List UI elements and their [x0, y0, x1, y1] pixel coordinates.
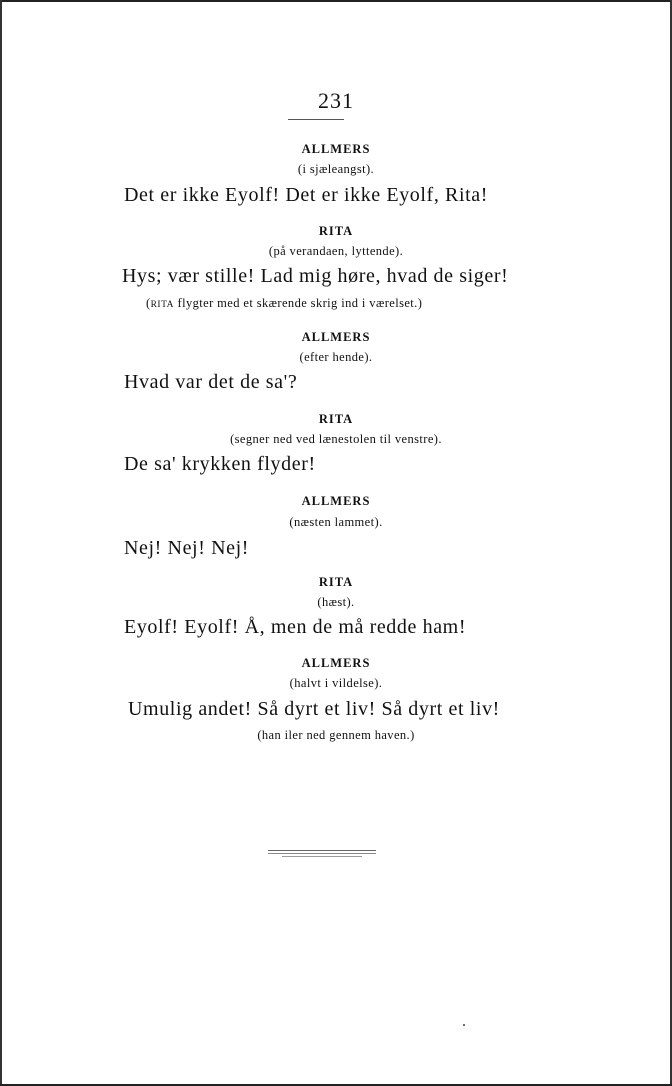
end-ornament-rule	[268, 853, 376, 854]
speaker-name: ALLMERS	[301, 330, 371, 344]
stage-direction-text: flygter med et skærende skrig ind i værelset.)	[177, 296, 423, 310]
speech-line: Det er ikke Eyolf! Det er ikke Eyolf, Rita!	[124, 184, 489, 206]
stage-direction-character: RITA	[150, 300, 174, 310]
stage-direction: (på verandaen, lyttende).	[268, 244, 404, 258]
page-number-rule	[288, 119, 344, 120]
page-edge-top	[0, 0, 672, 2]
speaker-name: RITA	[318, 575, 354, 589]
page-number: 231	[318, 88, 354, 113]
speech-line: Nej! Nej! Nej!	[124, 537, 250, 559]
stage-direction: (i sjæleangst).	[297, 162, 375, 176]
stage-direction: (næsten lammet).	[289, 515, 383, 529]
stage-direction: (segner ned ved lænestolen til venstre).	[230, 432, 442, 446]
stage-direction-after: (RITA flygter med et skærende skrig ind i værelset.)	[146, 296, 423, 310]
speech-line: Hvad var det de sa'?	[124, 371, 298, 393]
stage-direction: (halvt i vildelse).	[289, 676, 383, 690]
end-ornament-rule	[268, 850, 376, 851]
speaker-name: RITA	[318, 224, 354, 238]
stage-direction: (efter hende).	[299, 350, 373, 364]
speech-line: Eyolf! Eyolf! Å, men de må redde ham!	[124, 616, 467, 638]
stage-direction-after: (han iler ned gennem haven.)	[257, 728, 415, 742]
stage-direction: (hæst).	[317, 595, 355, 609]
speaker-name: ALLMERS	[301, 656, 371, 670]
speaker-name: ALLMERS	[301, 142, 371, 156]
end-ornament-rule	[282, 856, 362, 857]
speech-line: Hys; vær stille! Lad mig høre, hvad de siger!	[122, 265, 509, 287]
speaker-name: RITA	[318, 412, 354, 426]
speech-line: De sa' krykken flyder!	[124, 453, 316, 475]
paper-speck	[463, 1024, 465, 1026]
speaker-name: ALLMERS	[301, 494, 371, 508]
speech-line: Umulig andet! Så dyrt et liv! Så dyrt et liv!	[128, 698, 500, 720]
